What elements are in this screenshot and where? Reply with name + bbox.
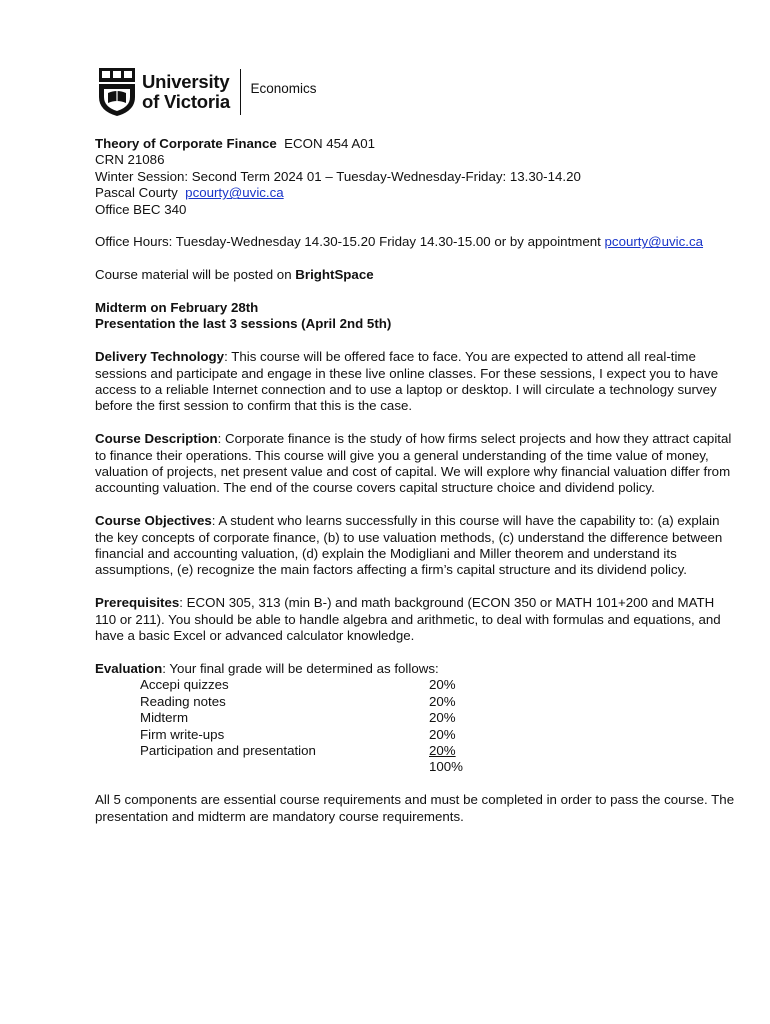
course-objectives-section [95,513,735,579]
course-description-heading: Course Description [95,431,218,447]
evaluation-item-label: Participation and presentation [140,742,316,758]
evaluation-total: 100% [429,759,464,775]
prerequisites-text: : ECON 305, 313 (min B-) and math background (ECON 350 or MATH 101+200 and MATH 110 or 211). You should be able to handle algebra and arithmetic, to deal with formulas and equations, and have a basic Excel or advanced calculator knowledge. [95,595,721,644]
course-material-line [95,267,735,283]
office-location: Office BEC 340 [95,201,187,217]
uvic-crest-icon [98,67,136,117]
evaluation-heading: Evaluation [95,660,163,676]
delivery-technology-text: : This course will be offered face to face. You are expected to attend all real-time sessions and participate and engage in these live online classes. For these sessions, I expect you to have access to a reliable Internet connection and to use a laptop or desktop. I will circulate a technology survey before the first session to confirm that this is the case. [95,349,719,414]
university-name [142,72,230,112]
evaluation-table [140,677,735,775]
uvic-logo [98,66,316,118]
logo-divider [240,69,242,115]
course-description-text: : Corporate finance is the study of how firms select projects and how they attract capital to finance their operations. This course will give you a general understanding of the time value of money, valuation of projects, net present value and cost of capital. We will explore why financial valuation differ from accounting valuation. The end of the course covers capital structure choice and dividend policy. [95,431,732,496]
course-material-platform: BrightSpace [295,267,374,283]
office-hours-line [95,234,735,250]
evaluation-total-row [140,759,735,775]
evaluation-item-label: Midterm [140,710,189,726]
prerequisites-heading: Prerequisites [95,595,180,611]
evaluation-row [140,743,735,759]
course-description-section [95,431,735,497]
university-name-line2: of Victoria [142,91,230,112]
office-hours: Office Hours: Tuesday-Wednesday 14.30-15.20 Friday 14.30-15.00 or by appointment [95,234,605,250]
delivery-technology-heading: Delivery Technology [95,349,225,365]
course-title: Theory of Corporate Finance [95,136,277,151]
department-name: Economics [250,80,317,96]
instructor-email-link[interactable]: pcourty@uvic.ca [185,185,284,201]
evaluation-item-label: Accepi quizzes [140,677,229,693]
evaluation-item-weight: 20% [429,693,456,709]
syllabus-content [95,136,735,825]
evaluation-row [140,677,735,693]
evaluation-row [140,727,735,743]
course-crn: CRN 21086 [95,152,165,168]
instructor-line [95,185,735,201]
evaluation-row [140,710,735,726]
delivery-technology-section [95,349,735,415]
evaluation-row [140,694,735,710]
course-session: Winter Session: Second Term 2024 01 – Tuesday-Wednesday-Friday: 13.30-14.20 [95,168,581,184]
course-title-line [95,136,735,152]
office-hours-email-link[interactable]: pcourty@uvic.ca [604,234,704,250]
course-objectives-heading: Course Objectives [95,513,212,529]
instructor-name: Pascal Courty [95,185,178,201]
evaluation-item-weight: 20% [429,677,456,693]
evaluation-intro: : Your final grade will be determined as follows: [162,660,439,676]
course-code: ECON 454 A01 [284,136,376,151]
prerequisites-section [95,595,735,644]
evaluation-item-weight: 20% [429,742,456,758]
university-name-line1: University [142,71,230,92]
evaluation-intro-line [95,661,735,677]
course-requirements-text: All 5 components are essential course requirements and must be completed in order to pass the course. The presentation and midterm are mandatory course requirements. [95,792,735,824]
evaluation-item-label: Reading notes [140,693,226,709]
course-objectives-text: : A student who learns successfully in this course will have the capability to: (a) explain the key concepts of corporate finance, (b) to use valuation methods, (c) understand the difference between financial and accounting valuation, (d) explain the Modigliani and Miller theorem and understand its assumptions, (e) recognize the main factors affecting a firm’s capital structure and its dividend policy. [95,513,723,578]
evaluation-item-weight: 20% [429,726,456,742]
course-material-text: Course material will be posted on [95,267,296,283]
evaluation-item-weight: 20% [429,710,456,726]
evaluation-item-label: Firm write-ups [140,726,225,742]
midterm-date: Midterm on February 28th [95,300,259,316]
presentation-dates: Presentation the last 3 sessions (April 2nd 5th) [95,316,392,332]
